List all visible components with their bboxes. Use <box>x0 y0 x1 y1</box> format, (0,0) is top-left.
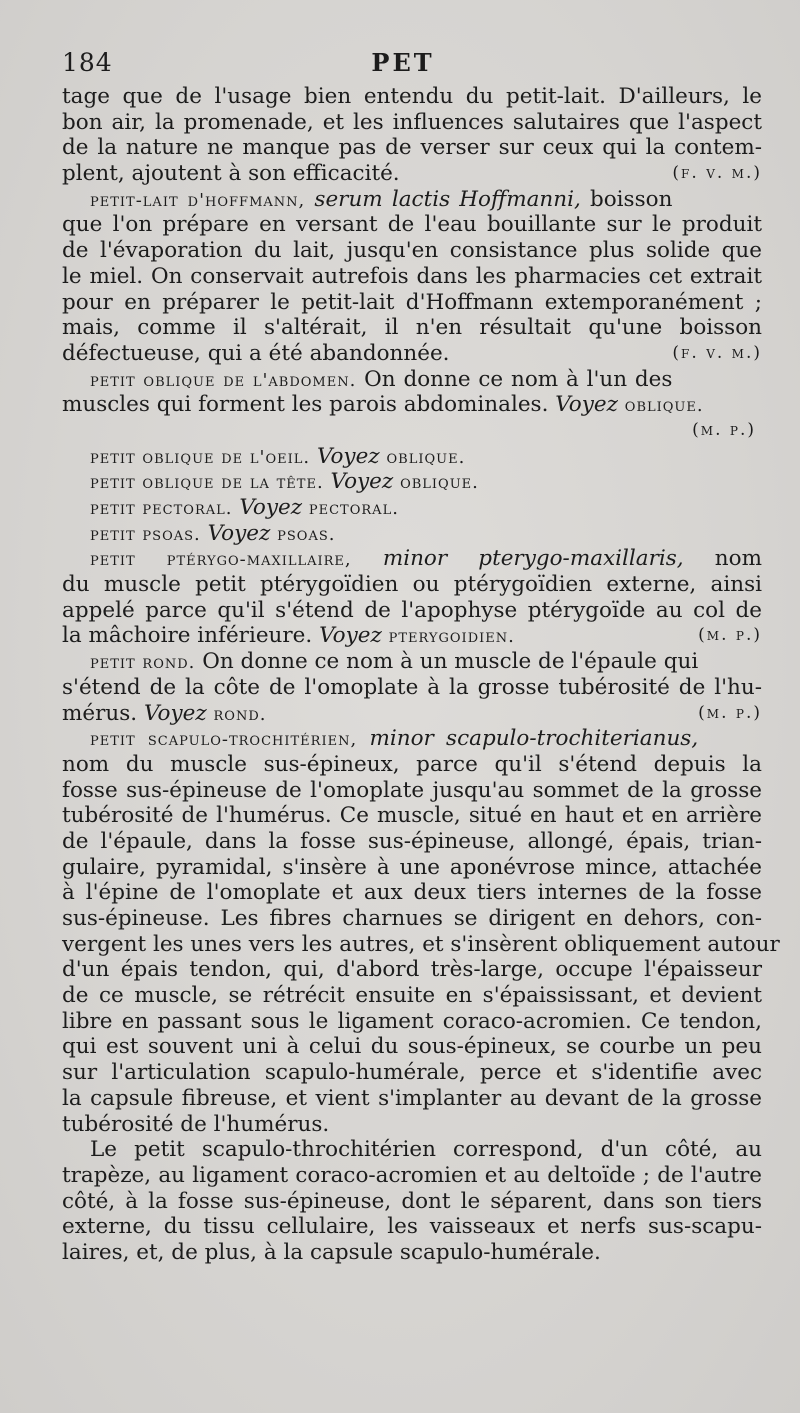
text-line: la capsule fibreuse, et vient s'implanter au devant de la grosse <box>62 1085 762 1111</box>
text-line: côté, à la fosse sus-épineuse, dont le séparent, dans son tiers <box>62 1188 762 1214</box>
cross-reference-target: psoas. <box>277 523 336 545</box>
author-signature: (f. v. m.) <box>672 163 762 184</box>
body-text <box>62 84 780 1266</box>
cross-reference-voyez: Voyez <box>555 392 618 418</box>
entry-headword: petit-lait d'hoffmann, <box>90 189 306 211</box>
text-line: externe, du tissu cellulaire, les vaisseaux et nerfs sus-scapu- <box>62 1214 762 1240</box>
text-line <box>62 392 762 418</box>
text-fragment: plent, ajoutent à son efficacité. <box>62 161 400 187</box>
entry-headword: petit scapulo-trochitérien, <box>90 729 358 751</box>
text-line: Le petit scapulo-throchitérien correspond, d'un côté, au <box>90 1137 762 1163</box>
text-fragment: la mâchoire inférieure. <box>62 623 313 649</box>
cross-reference-voyez: Voyez <box>207 520 271 546</box>
text-fragment: On donne ce nom à l'un des <box>364 366 673 392</box>
cross-reference-target: oblique. <box>624 395 704 417</box>
text-line: sus-épineuse. Les fibres charnues se dirigent en dehors, con- <box>62 906 762 931</box>
latin-term: minor scapulo-trochiterianus, <box>369 726 699 752</box>
text-line: vergent les unes vers les autres, et s'insèrent obliquement autour <box>62 931 780 957</box>
text-line: tage que de l'usage bien entendu du petit-lait. D'ailleurs, le <box>62 84 762 109</box>
entry-petit-scapulo-trochiterien <box>62 726 762 752</box>
cross-reference-target: rond. <box>213 703 267 725</box>
text-fragment: nom <box>714 546 762 572</box>
text-line: de l'évaporation du lait, jusqu'en consistance plus solide que <box>62 238 762 264</box>
entry-petit-oblique-tete <box>62 469 762 495</box>
page-number: 184 <box>62 48 113 77</box>
latin-term: minor pterygo-maxillaris, <box>382 546 684 572</box>
text-fragment: boisson <box>589 186 673 212</box>
page-header <box>62 48 744 84</box>
author-signature: (f. v. m.) <box>672 342 762 363</box>
entry-headword: petit rond. <box>90 652 196 674</box>
cross-reference-voyez: Voyez <box>319 623 382 649</box>
author-signature: (m. p.) <box>692 419 756 440</box>
text-line: s'étend de la côte de l'omoplate à la grosse tubérosité de l'hu- <box>62 674 762 700</box>
entry-petit-pterygo-maxillaire <box>62 546 762 572</box>
latin-term: serum lactis Hoffmanni, <box>314 186 581 212</box>
text-line: sur l'articulation scapulo-humérale, perce et s'identifie avec <box>62 1060 762 1086</box>
author-signature: (m. p.) <box>698 702 762 723</box>
text-fragment: muscles qui forment les parois abdominales. <box>62 392 549 418</box>
text-line: d'un épais tendon, qui, d'abord très-large, occupe l'épaisseur <box>62 957 762 983</box>
text-line: de l'épaule, dans la fosse sus-épineuse, allongé, épais, trian- <box>62 828 762 854</box>
text-line <box>62 341 762 367</box>
text-fragment: défectueuse, qui a été abandonnée. <box>62 340 450 366</box>
running-head: PET <box>371 48 435 77</box>
entry-headword: petit psoas. <box>90 523 201 545</box>
text-line: du muscle petit ptérygoïdien ou ptérygoïdien externe, ainsi <box>62 572 762 598</box>
entry-petit-pectoral <box>62 495 762 521</box>
cross-reference-target: pterygoidien. <box>388 626 515 648</box>
text-line: mais, comme il s'altérait, il n'en résultait qu'une boisson <box>62 315 762 341</box>
text-line: à l'épine de l'omoplate et aux deux tiers internes de la fosse <box>62 880 762 906</box>
text-line: qui est souvent uni à celui du sous-épineux, se courbe un peu <box>62 1034 762 1060</box>
entry-headword: petit pectoral. <box>90 498 233 519</box>
entry-petit-oblique-abdomen <box>62 367 762 393</box>
cross-reference-target: oblique. <box>400 472 479 494</box>
text-line: gulaire, pyramidal, s'insère à une aponévrose mince, attachée <box>62 854 762 880</box>
text-line: fosse sus-épineuse de l'omoplate jusqu'au sommet de la grosse <box>62 777 762 803</box>
entry-headword: petit oblique de l'oeil. <box>90 446 311 468</box>
text-line: le miel. On conservait autrefois dans les pharmacies cet extrait <box>62 263 762 289</box>
text-line <box>62 701 762 727</box>
cross-reference-voyez: Voyez <box>143 700 207 726</box>
entry-petit-psoas <box>62 521 762 547</box>
cross-reference-target: oblique. <box>386 446 466 468</box>
entry-headword: petit oblique de l'abdomen. <box>90 369 357 391</box>
cross-reference-voyez: Voyez <box>316 443 380 469</box>
text-line: de ce muscle, se rétrécit ensuite en s'épaississant, et devient <box>62 983 762 1009</box>
text-line: bon air, la promenade, et les influences salutaires que l'aspect <box>62 109 762 135</box>
entry-petit-lait-hoffmann <box>62 187 762 213</box>
entry-petit-rond <box>62 649 762 675</box>
cross-reference-voyez: Voyez <box>330 469 394 495</box>
text-line: tubérosité de l'humérus. <box>62 1111 330 1137</box>
text-line: trapèze, au ligament coraco-acromien et au deltoïde ; de l'autre <box>62 1162 762 1188</box>
text-line: nom du muscle sus-épineux, parce qu'il s'étend depuis la <box>62 751 762 777</box>
text-line: appelé parce qu'il s'étend de l'apophyse ptérygoïde au col de <box>62 597 762 623</box>
text-fragment: On donne ce nom à un muscle de l'épaule qui <box>202 649 699 675</box>
text-line <box>62 623 762 649</box>
entry-petit-oblique-oeil <box>62 444 762 470</box>
text-line <box>62 161 762 187</box>
entry-headword: petit oblique de la tête. <box>90 472 324 494</box>
cross-reference-voyez: Voyez <box>239 495 303 520</box>
author-signature: (m. p.) <box>698 625 762 646</box>
text-fragment: mérus. <box>62 700 138 726</box>
entry-headword: petit ptérygo-maxillaire, <box>90 549 352 571</box>
text-line: libre en passant sous le ligament coraco-acromien. Ce tendon, <box>62 1008 762 1034</box>
text-line: que l'on prépare en versant de l'eau bouillante sur le produit <box>62 212 762 238</box>
text-line: pour en préparer le petit-lait d'Hoffmann extemporanément ; <box>62 289 762 315</box>
text-line: de la nature ne manque pas de verser sur ceux qui la contem- <box>62 135 762 161</box>
text-line: tubérosité de l'humérus. Ce muscle, situé en haut et en arrière <box>62 803 762 829</box>
cross-reference-target: pectoral. <box>308 498 399 519</box>
text-line: laires, et, de plus, à la capsule scapulo-humérale. <box>62 1239 601 1265</box>
